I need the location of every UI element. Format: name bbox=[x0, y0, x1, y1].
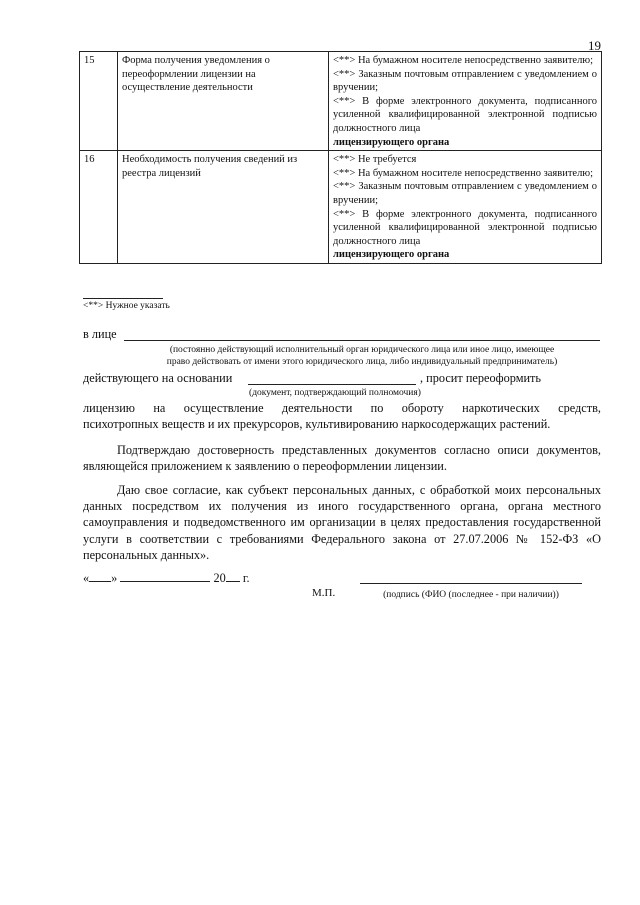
option-not-required: <**> Не требуется bbox=[333, 154, 417, 166]
consent-paragraph: Даю свое согласие, как субъект персональных данных, с обработкой моих персональных данных посредством их получения из иного государственного органа, органа местного самоуправления и подведомственного им организации в целях предоставления государственной услуги в соответствии с требованиями Федерального закона от 27.07.2006 № 152-ФЗ «О персональных данных». bbox=[83, 483, 601, 562]
signature-hint: (подпись (ФИО (последнее - при наличии)) bbox=[383, 590, 559, 600]
date-open-quote: « bbox=[83, 571, 90, 585]
basis-input-line[interactable] bbox=[248, 384, 416, 385]
license-line-1: лицензию на осуществление деятельности по обороту наркотических средств, bbox=[83, 401, 601, 415]
date-close-quote: » bbox=[111, 571, 118, 585]
option-paper: <**> На бумажном носителе непосредственно заявителю; bbox=[333, 55, 594, 66]
stamp-label: М.П. bbox=[312, 587, 336, 599]
month-input-line[interactable] bbox=[120, 570, 210, 582]
row-title: Форма получения уведомления о переоформлении лицензии на осуществление деятельности bbox=[118, 52, 329, 151]
row-title: Необходимость получения сведений из реестра лицензий bbox=[118, 151, 329, 264]
year-prefix: 20 bbox=[213, 571, 226, 585]
option-electronic: <**> В форме электронного документа, подписанного усиленной квалифицированной электронной подписью должностного лица bbox=[333, 95, 597, 134]
basis-label: действующего на основании bbox=[83, 371, 233, 385]
option-electronic-authority: лицензирующего органа bbox=[333, 249, 450, 261]
basis-hint: (документ, подтверждающий полномочия) bbox=[249, 388, 421, 398]
option-mail: <**> Заказным почтовым отправлением с уведомлением о вручении; bbox=[333, 181, 597, 206]
footnote-divider bbox=[83, 298, 163, 299]
face-hint-1: (постоянно действующий исполнительный орган юридического лица или иное лицо, имеющее bbox=[169, 345, 555, 355]
page-number: 19 bbox=[588, 38, 601, 53]
license-line-2: психотропных веществ и их прекурсоров, культивированию наркосодержащих растений. bbox=[83, 417, 551, 431]
face-label: в лице bbox=[83, 327, 117, 341]
row-number: 15 bbox=[80, 52, 118, 151]
option-electronic: <**> В форме электронного документа, подписанного усиленной квалифицированной электронной подписью должностного лица bbox=[333, 208, 597, 247]
confirm-paragraph: Подтверждаю достоверность представленных документов согласно описи документов, являющейся приложением к заявлению о переоформлении лицензии. bbox=[83, 443, 601, 474]
footnote: <**> Нужное указать bbox=[83, 301, 170, 311]
signature-input-line[interactable] bbox=[360, 583, 582, 584]
basis-suffix: , просит переоформить bbox=[420, 371, 542, 385]
table-row bbox=[80, 52, 602, 151]
row-options bbox=[329, 52, 602, 151]
day-input-line[interactable] bbox=[89, 570, 111, 582]
license-form-table bbox=[79, 51, 602, 264]
option-mail: <**> Заказным почтовым отправлением с уведомлением о вручении; bbox=[333, 68, 597, 94]
year-suffix: г. bbox=[242, 571, 250, 585]
option-paper: <**> На бумажном носителе непосредственно заявителю; bbox=[333, 167, 594, 179]
table-row bbox=[80, 151, 602, 264]
face-hint-2: право действовать от имени этого юридического лица, либо индивидуальный предприниматель) bbox=[166, 357, 558, 367]
face-input-line[interactable] bbox=[124, 340, 600, 341]
row-options bbox=[329, 151, 602, 264]
option-electronic-authority: лицензирующего органа bbox=[333, 136, 450, 148]
row-number: 16 bbox=[80, 151, 118, 264]
year-input-line[interactable] bbox=[226, 570, 240, 582]
date-field bbox=[83, 570, 250, 586]
